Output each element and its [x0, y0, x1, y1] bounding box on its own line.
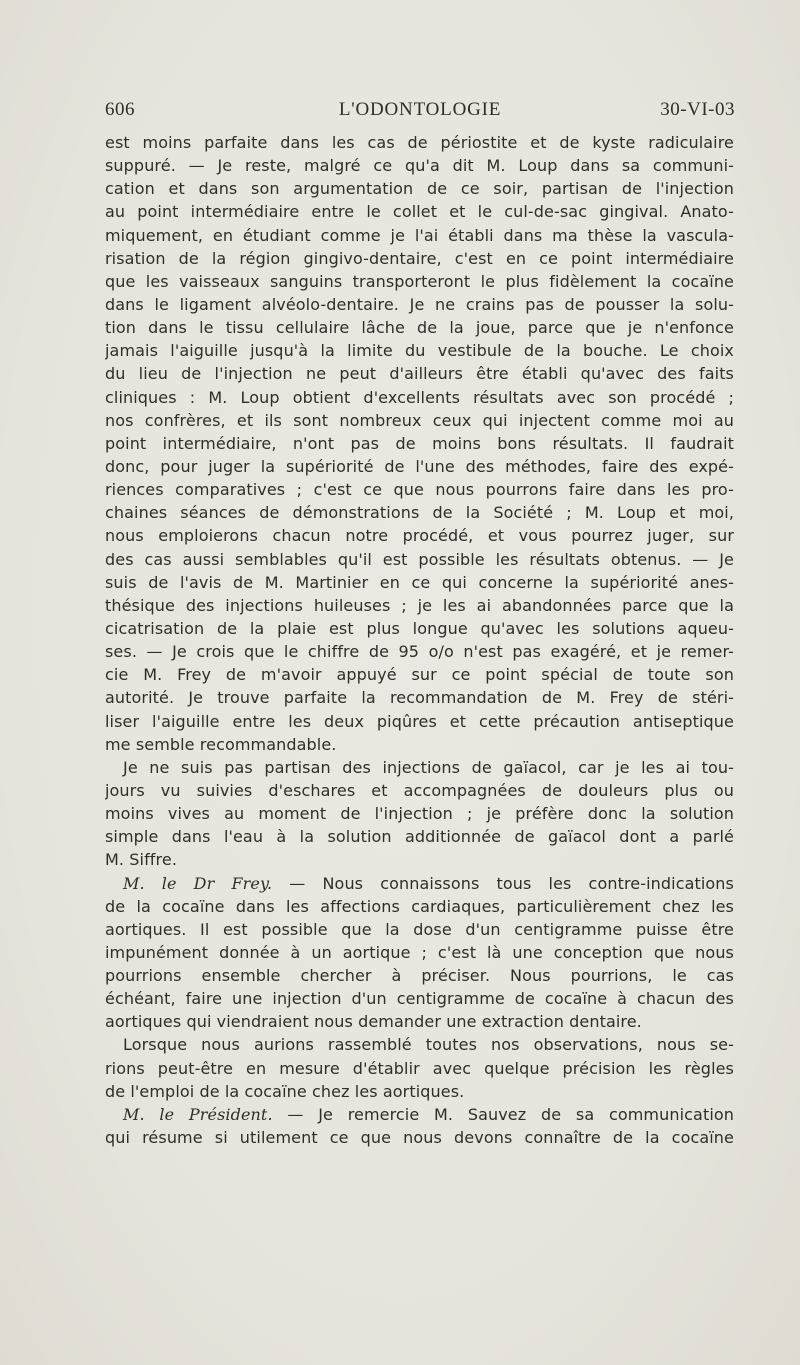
paragraph [105, 131, 734, 756]
speaker-name: M. le Président. [123, 1104, 273, 1124]
text-line: de la cocaïne dans les affections cardiaques, particulièrement chez les [105, 896, 734, 916]
journal-title: L'ODONTOLOGIE [338, 99, 502, 120]
speaker-name: M. le Dr Frey. [123, 873, 273, 893]
text-line: pourrions ensemble chercher à préciser. Nous pourrions, le cas [105, 966, 734, 986]
page-number: 606 [105, 99, 135, 120]
text-line: échéant, faire une injection d'un centigramme de cocaïne à chacun des [105, 989, 734, 1009]
text-line: liser l'aiguille entre les deux piqûres et cette précaution antiseptique [105, 711, 734, 731]
text-line: de l'emploi de la cocaïne chez les aortiques. [105, 1081, 465, 1101]
paragraph [105, 756, 734, 872]
text-line: au point intermédiaire entre le collet et le cul-de-sac gingival. Anato- [105, 202, 734, 222]
body-text [105, 131, 734, 1149]
text-line: que les vaisseaux sanguins transporteront le plus fidèlement la cocaïne [105, 271, 734, 291]
text-line: donc, pour juger la supériorité de l'une des méthodes, faire des expé- [105, 456, 734, 476]
text-line: rions peut-être en mesure d'établir avec quelque précision les règles [105, 1058, 734, 1078]
text-line: tion dans le tissu cellulaire lâche de la joue, parce que je n'enfonce [105, 318, 734, 338]
text-line: autorité. Je trouve parfaite la recommandation de M. Frey de stéri- [105, 688, 734, 708]
text-line: miquement, en étudiant comme je l'ai établi dans ma thèse la vascula- [105, 225, 734, 245]
text-line: dans le ligament alvéolo-dentaire. Je ne crains pas de pousser la solu- [105, 294, 734, 314]
text-line: des cas aussi semblables qu'il est possible les résultats obtenus. — Je [105, 549, 734, 569]
text-line: du lieu de l'injection ne peut d'ailleurs être établi qu'avec des faits [105, 364, 734, 384]
text-line: chaines séances de démonstrations de la Société ; M. Loup et moi, [105, 503, 734, 523]
speech-text: — Je remercie M. Sauvez de sa communication [272, 1104, 734, 1124]
text-line: simple dans l'eau à la solution additionnée de gaïacol dont a parlé [105, 827, 734, 847]
text-line: jours vu suivies d'eschares et accompagnées de douleurs plus ou [105, 780, 734, 800]
text-line: Je ne suis pas partisan des injections de gaïacol, car je les ai tou- [123, 757, 734, 777]
text-line: thésique des injections huileuses ; je les ai abandonnées parce que la [105, 595, 734, 615]
text-line: qui résume si utilement ce que nous devons connaître de la cocaïne [105, 1128, 734, 1148]
text-line [105, 1103, 734, 1126]
text-line: cicatrisation de la plaie est plus longue qu'avec les solutions aqueu- [105, 618, 734, 638]
text-line: suppuré. — Je reste, malgré ce qu'a dit M. Loup dans sa communi- [105, 156, 734, 176]
text-line: cation et dans son argumentation de ce soir, partisan de l'injection [105, 179, 734, 199]
text-line: aortiques qui viendraient nous demander une extraction dentaire. [105, 1012, 642, 1032]
issue-date: 30-VI-03 [660, 99, 735, 120]
text-line: nous emploierons chacun notre procédé, et vous pourrez juger, sur [105, 526, 734, 546]
text-line: moins vives au moment de l'injection ; je préfère donc la solution [105, 804, 734, 824]
paragraph [105, 872, 734, 1034]
text-line: cie M. Frey de m'avoir appuyé sur ce point spécial de toute son [105, 665, 734, 685]
text-line: M. Siffre. [105, 850, 177, 870]
text-line: est moins parfaite dans les cas de périostite et de kyste radiculaire [105, 133, 734, 152]
text-line: Lorsque nous aurions rassemblé toutes nos observations, nous se- [123, 1035, 734, 1055]
text-line: suis de l'avis de M. Martinier en ce qui concerne la supériorité anes- [105, 572, 734, 592]
running-header [105, 99, 735, 127]
text-line: impunément donnée à un aortique ; c'est là une conception que nous [105, 942, 734, 962]
paragraph [105, 1103, 734, 1149]
text-line: me semble recommandable. [105, 734, 337, 754]
paragraph [105, 1033, 734, 1102]
text-line [105, 872, 734, 895]
text-line: ses. — Je crois que le chiffre de 95 o/o n'est pas exagéré, et je remer- [105, 642, 734, 662]
text-line: jamais l'aiguille jusqu'à la limite du vestibule de la bouche. Le choix [105, 341, 734, 361]
speech-text: — Nous connaissons tous les contre-indications [272, 873, 734, 893]
text-line: aortiques. Il est possible que la dose d'un centigramme puisse être [105, 919, 734, 939]
text-line: riences comparatives ; c'est ce que nous pourrons faire dans les pro- [105, 480, 734, 500]
text-line: risation de la région gingivo-dentaire, c'est en ce point intermédiaire [105, 248, 734, 268]
text-line: cliniques : M. Loup obtient d'excellents résultats avec son procédé ; [105, 387, 734, 407]
text-line: point intermédiaire, n'ont pas de moins bons résultats. Il faudrait [105, 433, 734, 453]
text-line: nos confrères, et ils sont nombreux ceux qui injectent comme moi au [105, 410, 734, 430]
